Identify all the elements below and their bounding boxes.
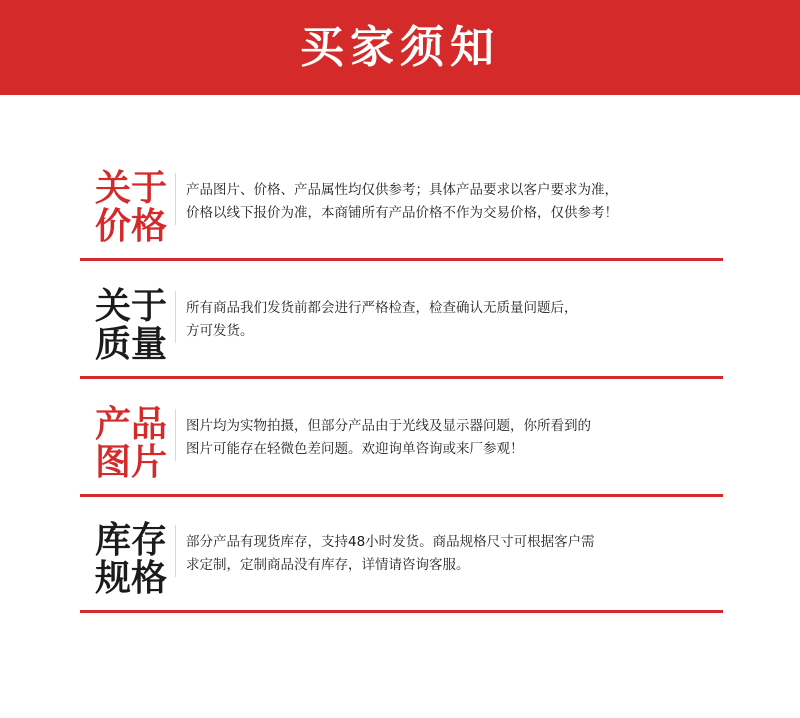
section-text-line1: 所有商品我们发货前都会进行严格检查，检查确认无质量问题后， <box>186 300 578 316</box>
section-label-line2: 价格 <box>95 205 168 247</box>
notice-section-price <box>80 143 723 261</box>
section-label-line1: 关于 <box>95 167 168 209</box>
notice-section-quality <box>80 261 723 379</box>
vertical-divider <box>175 173 176 225</box>
section-text-images <box>186 415 716 461</box>
section-label-line1: 库存 <box>95 519 168 561</box>
section-label-line2: 规格 <box>95 557 168 599</box>
section-text-line2: 求定制，定制商品没有库存，详情请咨询客服。 <box>186 557 470 573</box>
section-label-quality <box>95 287 175 363</box>
section-text-line2: 方可发货。 <box>186 323 254 339</box>
notice-section-stock <box>80 495 723 613</box>
section-text-line2: 价格以线下报价为准，本商铺所有产品价格不作为交易价格，仅供参考！ <box>186 205 618 221</box>
header-banner <box>0 0 800 95</box>
section-label-line2: 图片 <box>95 441 168 483</box>
section-label-price <box>95 169 175 245</box>
vertical-divider <box>175 291 176 343</box>
section-label-line2: 质量 <box>95 323 168 365</box>
section-divider <box>80 610 723 613</box>
section-text-price <box>186 179 716 225</box>
section-text-line1: 部分产品有现货库存，支持48小时发货。商品规格尺寸可根据客户需 <box>186 534 595 550</box>
section-label-line1: 产品 <box>95 403 168 445</box>
section-text-stock <box>186 531 716 577</box>
notice-section-images <box>80 379 723 497</box>
section-text-line1: 产品图片、价格、产品属性均仅供参考；具体产品要求以客户要求为准， <box>186 182 618 198</box>
page-title: 买家须知 <box>300 21 500 73</box>
section-text-quality <box>186 297 716 343</box>
section-label-stock <box>95 521 175 597</box>
section-label-line1: 关于 <box>95 285 168 327</box>
section-label-images <box>95 405 175 481</box>
vertical-divider <box>175 409 176 461</box>
vertical-divider <box>175 525 176 577</box>
section-text-line2: 图片可能存在轻微色差问题。欢迎询单咨询或来厂参观！ <box>186 441 524 457</box>
section-text-line1: 图片均为实物拍摄，但部分产品由于光线及显示器问题，你所看到的 <box>186 418 591 434</box>
